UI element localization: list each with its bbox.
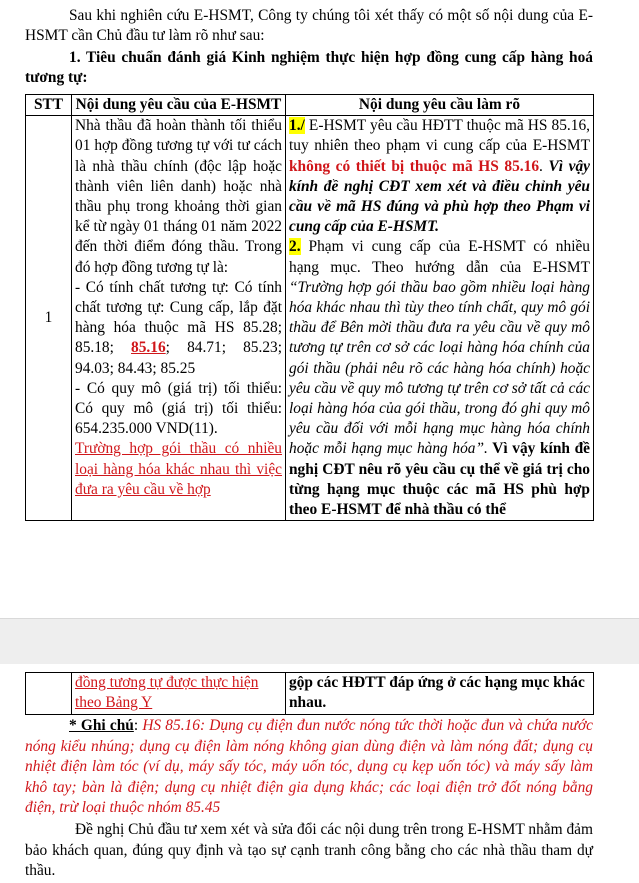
row-stt: 1 (26, 116, 72, 521)
item-2-number: 2. (289, 238, 301, 256)
clarification-cell-continued: gộp các HĐTT đáp ứng ở các hạng mục khác nhau. (286, 673, 594, 715)
header-requirement: Nội dung yêu cầu của E-HSMT (72, 95, 286, 116)
section-heading: 1. Tiêu chuẩn đánh giá Kinh nghiệm thực hiện hợp đồng cung cấp hàng hoá tương tự: (25, 49, 593, 86)
requirements-table (25, 94, 594, 521)
note-label: * Ghi chú (69, 717, 134, 734)
closing-paragraph: Đề nghị Chủ đầu tư xem xét và sửa đổi các nội dung trên trong E-HSMT nhằm đảm bảo khách quan, đúng quy định và tạo sự cạnh tranh công bằng cho các nhà thầu tham dự thầu. (25, 821, 593, 879)
note-paragraph: * Ghi chú: HS 85.16: Dụng cụ điện đun nước nóng tức thời hoặc đun và chứa nước nóng kiểu nhúng; dụng cụ điện làm nóng không gian dùng điện và làm nóng đất; dụng cụ nhiệt điện làm tóc (ví dụ, máy sấy tóc, máy uốn tóc, dụng cụ kẹp uốn tóc) và máy sấy làm khô tay; bàn là điện; dụng cụ nhiệt điện gia dụng khác; các loại điện trở đốt nóng bằng điện, trừ loại thuộc nhóm 85.45 (25, 717, 593, 816)
page-break (0, 618, 639, 666)
header-stt: STT (26, 95, 72, 116)
requirement-scale: - Có quy mô (giá trị) tối thiểu: Có quy mô (giá trị) tối thiểu: 654.235.000 VND(11). (75, 379, 282, 438)
document-page-2 (0, 664, 639, 883)
table-row (26, 673, 594, 715)
row-stt-continued (26, 673, 72, 715)
table-row (26, 116, 594, 521)
table-header-row (26, 95, 594, 116)
requirement-main: Nhà thầu đã hoàn thành tối thiểu 01 hợp đồng tương tự với tư cách là nhà thầu chính (độc lập hoặc thành viên liên danh) hoặc nhà thầu phụ trong khoảng thời gian kể từ ngày 01 tháng 01 năm 2022 đến thời điểm đóng thầu. Trong đó hợp đồng tương tự là: (75, 117, 282, 276)
note-text: HS 85.16: Dụng cụ điện đun nước nóng tức thời hoặc đun và chứa nước nóng kiểu nhúng; dụng cụ điện làm nóng không gian dùng điện và làm nóng đất; dụng cụ nhiệt điện làm tóc (ví dụ, máy sấy tóc, máy uốn tóc, dụng cụ kẹp uốn tóc) và máy sấy làm khô tay; bàn là điện; dụng cụ nhiệt điện gia dụng khác; các loại điện trở đốt nóng bằng điện, trừ loại thuộc nhóm 85.45 (25, 717, 593, 816)
quoted-guidance: “Trường hợp gói thầu bao gồm nhiều loại hàng hóa khác nhau thì tùy theo tính chất, quy mô gói thầu để Bên mời thầu đưa ra yêu cầu về quy mô tương tự trên cơ sở các loại hàng hóa chính của gói thầu (phải nêu rõ các hàng hóa chính) hoặc yêu cầu về quy mô tương tự trên cơ sở tất cả các loại hàng hóa của gói thầu, trong đó ghi quy mô yêu cầu đối với mỗi hạng mục hàng hóa chính hoặc mỗi hạng mục hàng hóa”. (289, 278, 590, 458)
hs-code-highlight: 85.16 (131, 339, 166, 357)
requirement-multi-goods: Trường hợp gói thầu có nhiều loại hàng hóa khác nhau thì việc đưa ra yêu cầu về hợp (75, 440, 282, 498)
item-1-number: 1./ (289, 117, 305, 135)
requirements-table-continued (25, 672, 594, 715)
requirement-cell-continued: đồng tương tự được thực hiện theo Bảng Y (72, 673, 286, 715)
clarification-item-1: 1./ E-HSMT yêu cầu HĐTT thuộc mã HS 85.16, tuy nhiên theo phạm vi cung cấp của E-HSMT không có thiết bị thuộc mã HS 85.16. Vì vậy kính đề nghị CĐT xem xét và điều chỉnh yêu cầu về mã HS đúng và phù hợp theo Phạm vi cung cấp của E-HSMT. (289, 117, 590, 236)
missing-hs-notice: không có thiết bị thuộc mã HS 85.16 (289, 157, 540, 175)
header-clarification: Nội dung yêu cầu làm rõ (286, 95, 594, 116)
requirement-cell (72, 116, 286, 521)
requirement-nature: - Có tính chất tương tự: Có tính chất tương tự: Cung cấp, lắp đặt hàng hóa thuộc mã HS 85.28; 85.18; 85.16; 84.71; 85.23; 94.03; 84.43; 85.25 (75, 278, 282, 377)
clarification-cell (286, 116, 594, 521)
clarification-item-2: 2. Phạm vi cung cấp của E-HSMT có nhiều hạng mục. Theo hướng dẫn của E-HSMT “Trường hợp gói thầu bao gồm nhiều loại hàng hóa khác nhau thì tùy theo tính chất, quy mô gói thầu để Bên mời thầu đưa ra yêu cầu về quy mô tương tự trên cơ sở các loại hàng hóa chính của gói thầu (phải nêu rõ các hàng hóa chính) hoặc yêu cầu về quy mô tương tự trên cơ sở tất cả các loại hàng hóa của gói thầu, trong đó ghi quy mô yêu cầu đối với mỗi hạng mục hàng hóa chính hoặc mỗi hạng mục hàng hóa”. Vì vậy kính đề nghị CĐT nêu rõ yêu cầu cụ thể về giá trị cho từng hạng mục thuộc các mã HS phù hợp theo E-HSMT để nhà thầu có thể (289, 238, 590, 519)
intro-paragraph: Sau khi nghiên cứu E-HSMT, Công ty chúng tôi xét thấy có một số nội dung của E-HSMT cần Chủ đầu tư làm rõ như sau: (25, 7, 593, 44)
